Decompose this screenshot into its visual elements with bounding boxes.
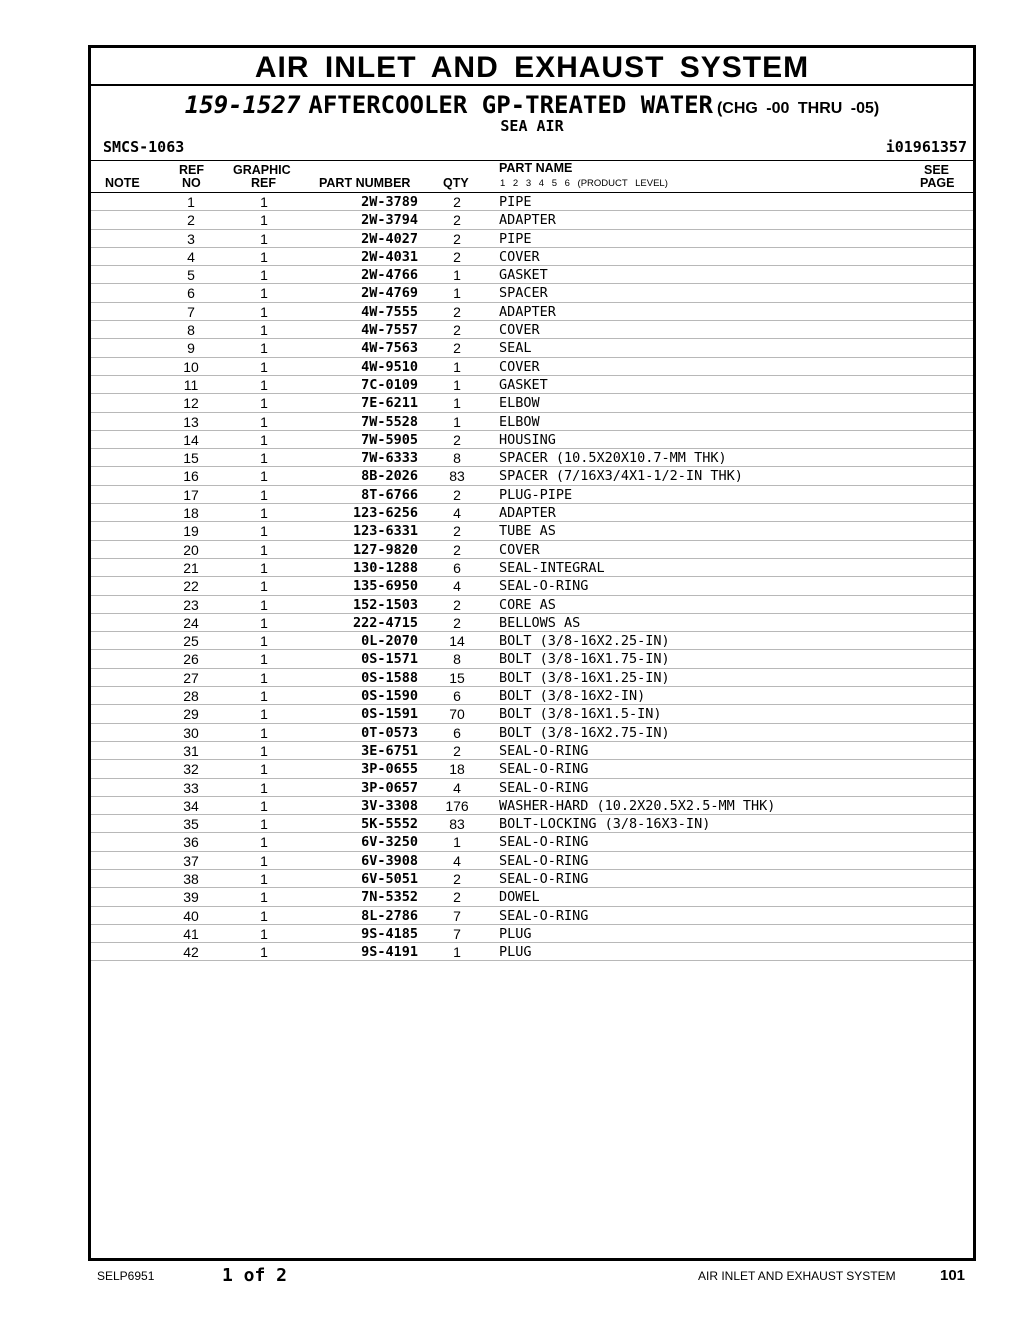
- table-row: [91, 358, 973, 376]
- graphic-ref: 1: [260, 340, 268, 357]
- ref-no: 33: [183, 779, 199, 796]
- part-number: 2W-4766: [361, 267, 418, 284]
- part-number: 7C-0109: [361, 376, 418, 393]
- quantity: 2: [453, 431, 461, 448]
- ref-no: 16: [183, 468, 199, 485]
- quantity: 1: [453, 376, 461, 393]
- table-row: [91, 888, 973, 906]
- part-name: ELBOW: [499, 413, 540, 430]
- part-number: 135-6950: [352, 578, 418, 595]
- part-name: ADAPTER: [499, 212, 556, 229]
- ref-no: 36: [183, 834, 199, 851]
- graphic-ref: 1: [260, 413, 268, 430]
- ref-no: 19: [183, 523, 199, 540]
- part-number: 0S-1591: [361, 706, 418, 723]
- quantity: 1: [453, 413, 461, 430]
- ref-no: 40: [183, 907, 199, 924]
- part-number: 4W-7563: [361, 340, 418, 357]
- ref-no: 2: [187, 212, 195, 229]
- col-graphic-top: GRAPHIC: [233, 163, 291, 177]
- section-title: AIR INLET AND EXHAUST SYSTEM: [91, 48, 973, 86]
- part-number: 0T-0573: [361, 724, 418, 741]
- quantity: 2: [453, 340, 461, 357]
- table-row: [91, 431, 973, 449]
- table-row: [91, 724, 973, 742]
- graphic-ref: 1: [260, 889, 268, 906]
- table-row: [91, 303, 973, 321]
- part-name: ADAPTER: [499, 505, 556, 522]
- part-name: SEAL-INTEGRAL: [499, 559, 605, 576]
- quantity: 4: [453, 578, 461, 595]
- part-name: BOLT (3/8-16X1.75-IN): [499, 651, 670, 668]
- graphic-ref: 1: [260, 870, 268, 887]
- part-name: TUBE AS: [499, 523, 556, 540]
- graphic-ref: 1: [260, 358, 268, 375]
- graphic-ref: 1: [260, 761, 268, 778]
- table-row: [91, 760, 973, 778]
- ref-no: 32: [183, 761, 199, 778]
- table-row: [91, 230, 973, 248]
- part-number: 2W-4769: [361, 285, 418, 302]
- part-number: 6V-3908: [361, 852, 418, 869]
- graphic-ref: 1: [260, 907, 268, 924]
- quantity: 18: [449, 761, 465, 778]
- part-name: SEAL-O-RING: [499, 578, 589, 595]
- quantity: 1: [453, 944, 461, 961]
- table-row: [91, 797, 973, 815]
- part-number: 2W-3789: [361, 194, 418, 210]
- table-row: [91, 467, 973, 485]
- quantity: 2: [453, 248, 461, 265]
- quantity: 2: [453, 486, 461, 503]
- part-name: HOUSING: [499, 431, 556, 448]
- part-name: GASKET: [499, 267, 548, 284]
- table-row: [91, 504, 973, 522]
- part-number: 4W-7555: [361, 303, 418, 320]
- part-number: 6V-3250: [361, 834, 418, 851]
- part-number: 8L-2786: [361, 907, 418, 924]
- ref-no: 18: [183, 505, 199, 522]
- part-number: 3P-0655: [361, 761, 418, 778]
- graphic-ref: 1: [260, 688, 268, 705]
- ref-no: 20: [183, 541, 199, 558]
- col-qty: QTY: [443, 176, 469, 190]
- quantity: 4: [453, 852, 461, 869]
- part-number: 8B-2026: [361, 468, 418, 485]
- part-number: 130-1288: [352, 559, 418, 576]
- part-number: 3V-3308: [361, 797, 418, 814]
- part-name: SPACER (7/16X3/4X1-1/2-IN THK): [499, 468, 743, 485]
- part-number: 2W-4031: [361, 248, 418, 265]
- quantity: 2: [453, 596, 461, 613]
- graphic-ref: 1: [260, 541, 268, 558]
- graphic-ref: 1: [260, 816, 268, 833]
- table-row: [91, 742, 973, 760]
- part-name: SEAL-O-RING: [499, 779, 589, 796]
- ref-no: 17: [183, 486, 199, 503]
- ref-no: 23: [183, 596, 199, 613]
- quantity: 2: [453, 742, 461, 759]
- table-row: [91, 687, 973, 705]
- ref-no: 14: [183, 431, 199, 448]
- quantity: 2: [453, 889, 461, 906]
- col-see-bottom: PAGE: [920, 176, 955, 190]
- part-number: 222-4715: [352, 614, 418, 631]
- ref-no: 6: [187, 285, 195, 302]
- part-name: DOWEL: [499, 889, 540, 906]
- part-name: COVER: [499, 541, 540, 558]
- quantity: 2: [453, 541, 461, 558]
- graphic-ref: 1: [260, 248, 268, 265]
- part-number: 4W-7557: [361, 322, 418, 339]
- quantity: 7: [453, 907, 461, 924]
- quantity: 83: [449, 816, 465, 833]
- quantity: 4: [453, 779, 461, 796]
- graphic-ref: 1: [260, 944, 268, 961]
- ref-no: 5: [187, 267, 195, 284]
- ref-no: 30: [183, 724, 199, 741]
- part-number: 2W-3794: [361, 212, 418, 229]
- table-row: [91, 833, 973, 851]
- part-name: BOLT-LOCKING (3/8-16X3-IN): [499, 816, 711, 833]
- footer-page-number: 101: [940, 1267, 966, 1284]
- part-name: CORE AS: [499, 596, 556, 613]
- quantity: 1: [453, 358, 461, 375]
- quantity: 2: [453, 523, 461, 540]
- part-number: 7W-5528: [361, 413, 418, 430]
- part-number: 7N-5352: [361, 889, 418, 906]
- ref-no: 25: [183, 633, 199, 650]
- footer-section: AIR INLET AND EXHAUST SYSTEM: [698, 1269, 896, 1283]
- graphic-ref: 1: [260, 194, 268, 210]
- table-row: [91, 925, 973, 943]
- part-number: 152-1503: [352, 596, 418, 613]
- table-row: [91, 321, 973, 339]
- table-row: [91, 669, 973, 687]
- table-row: [91, 705, 973, 723]
- part-name: SEAL-O-RING: [499, 907, 589, 924]
- graphic-ref: 1: [260, 450, 268, 467]
- col-graphic-bottom: REF: [251, 176, 276, 190]
- part-number: 7E-6211: [361, 395, 418, 412]
- table-row: [91, 376, 973, 394]
- col-part-name: PART NAME: [499, 161, 573, 175]
- group-title: [91, 86, 973, 119]
- table-row: [91, 413, 973, 431]
- ref-no: 39: [183, 889, 199, 906]
- quantity: 83: [449, 468, 465, 485]
- part-name: PLUG: [499, 944, 532, 961]
- graphic-ref: 1: [260, 267, 268, 284]
- quantity: 2: [453, 194, 461, 210]
- graphic-ref: 1: [260, 742, 268, 759]
- ref-no: 12: [183, 395, 199, 412]
- table-header: [91, 161, 973, 193]
- ref-no: 10: [183, 358, 199, 375]
- part-number: 9S-4185: [361, 925, 418, 942]
- quantity: 6: [453, 688, 461, 705]
- ref-no: 41: [183, 925, 199, 942]
- graphic-ref: 1: [260, 468, 268, 485]
- quantity: 2: [453, 230, 461, 247]
- table-row: [91, 486, 973, 504]
- parts-table-body: [91, 193, 973, 961]
- quantity: 2: [453, 212, 461, 229]
- group-name: AFTERCOOLER GP-TREATED WATER: [308, 91, 713, 119]
- ref-no: 8: [187, 322, 195, 339]
- illustration-id: i01961357: [885, 138, 967, 156]
- quantity: 6: [453, 559, 461, 576]
- part-name: COVER: [499, 322, 540, 339]
- ref-no: 15: [183, 450, 199, 467]
- part-name: BOLT (3/8-16X2.25-IN): [499, 633, 670, 650]
- quantity: 2: [453, 614, 461, 631]
- part-number: 123-6256: [352, 505, 418, 522]
- part-number: 3E-6751: [361, 742, 418, 759]
- quantity: 70: [449, 706, 465, 723]
- quantity: 2: [453, 322, 461, 339]
- part-name: BELLOWS AS: [499, 614, 581, 631]
- parts-list-frame: [88, 45, 976, 1261]
- graphic-ref: 1: [260, 596, 268, 613]
- part-number: 5K-5552: [361, 816, 418, 833]
- graphic-ref: 1: [260, 395, 268, 412]
- part-number: 0S-1571: [361, 651, 418, 668]
- part-name: SPACER: [499, 285, 548, 302]
- table-row: [91, 870, 973, 888]
- ref-no: 37: [183, 852, 199, 869]
- part-name: BOLT (3/8-16X1.25-IN): [499, 669, 670, 686]
- ref-no: 34: [183, 797, 199, 814]
- table-row: [91, 522, 973, 540]
- part-name: SPACER (10.5X20X10.7-MM THK): [499, 450, 727, 467]
- graphic-ref: 1: [260, 431, 268, 448]
- part-number: 2W-4027: [361, 230, 418, 247]
- graphic-ref: 1: [260, 230, 268, 247]
- part-name: PIPE: [499, 230, 532, 247]
- ref-no: 9: [187, 340, 195, 357]
- part-name: COVER: [499, 358, 540, 375]
- change-range: (CHG -00 THRU -05): [716, 100, 880, 117]
- page-footer: [0, 1265, 1020, 1289]
- table-row: [91, 339, 973, 357]
- table-row: [91, 943, 973, 961]
- smcs-row: [91, 136, 973, 161]
- ref-no: 29: [183, 706, 199, 723]
- ref-no: 7: [187, 303, 195, 320]
- footer-doc-id: SELP6951: [97, 1269, 155, 1283]
- table-row: [91, 211, 973, 229]
- ref-no: 27: [183, 669, 199, 686]
- part-number: 127-9820: [352, 541, 418, 558]
- part-number: 9S-4191: [361, 944, 418, 961]
- quantity: 1: [453, 395, 461, 412]
- smcs-code: SMCS-1063: [103, 138, 185, 156]
- col-product-levels: 1 2 3 4 5 6 (PRODUCT LEVEL): [500, 178, 668, 189]
- table-row: [91, 632, 973, 650]
- part-name: SEAL-O-RING: [499, 834, 589, 851]
- part-name: SEAL-O-RING: [499, 761, 589, 778]
- part-name: WASHER-HARD (10.2X20.5X2.5-MM THK): [499, 797, 776, 814]
- graphic-ref: 1: [260, 724, 268, 741]
- ref-no: 3: [187, 230, 195, 247]
- ref-no: 31: [183, 742, 199, 759]
- part-name: BOLT (3/8-16X2-IN): [499, 688, 646, 705]
- graphic-ref: 1: [260, 322, 268, 339]
- table-row: [91, 559, 973, 577]
- part-name: BOLT (3/8-16X2.75-IN): [499, 724, 670, 741]
- part-number: 0S-1590: [361, 688, 418, 705]
- ref-no: 42: [183, 944, 199, 961]
- ref-no: 11: [183, 376, 199, 393]
- col-part-number: PART NUMBER: [319, 176, 411, 190]
- ref-no: 1: [187, 194, 195, 210]
- part-number: 0L-2070: [361, 633, 418, 650]
- quantity: 1: [453, 267, 461, 284]
- graphic-ref: 1: [260, 834, 268, 851]
- graphic-ref: 1: [260, 486, 268, 503]
- graphic-ref: 1: [260, 559, 268, 576]
- graphic-ref: 1: [260, 614, 268, 631]
- part-number: 7W-6333: [361, 450, 418, 467]
- graphic-ref: 1: [260, 303, 268, 320]
- part-number: 123-6331: [352, 523, 418, 540]
- part-name: ELBOW: [499, 395, 540, 412]
- ref-no: 26: [183, 651, 199, 668]
- col-note: NOTE: [105, 176, 140, 190]
- quantity: 176: [445, 797, 469, 814]
- quantity: 2: [453, 870, 461, 887]
- footer-page-of: 1 of 2: [222, 1265, 288, 1286]
- part-name: PLUG: [499, 925, 532, 942]
- quantity: 7: [453, 925, 461, 942]
- table-row: [91, 650, 973, 668]
- part-number: 3P-0657: [361, 779, 418, 796]
- quantity: 1: [453, 834, 461, 851]
- graphic-ref: 1: [260, 523, 268, 540]
- graphic-ref: 1: [260, 651, 268, 668]
- ref-no: 13: [183, 413, 199, 430]
- col-see-top: SEE: [924, 163, 950, 177]
- table-row: [91, 193, 973, 211]
- graphic-ref: 1: [260, 779, 268, 796]
- ref-no: 24: [183, 614, 199, 631]
- quantity: 1: [453, 285, 461, 302]
- quantity: 8: [453, 651, 461, 668]
- ref-no: 38: [183, 870, 199, 887]
- graphic-ref: 1: [260, 285, 268, 302]
- graphic-ref: 1: [260, 852, 268, 869]
- quantity: 14: [449, 633, 465, 650]
- part-number: 8T-6766: [361, 486, 418, 503]
- quantity: 8: [453, 450, 461, 467]
- part-name: SEAL-O-RING: [499, 742, 589, 759]
- col-ref-top: REF: [179, 163, 204, 177]
- graphic-ref: 1: [260, 925, 268, 942]
- ref-no: 22: [183, 578, 199, 595]
- quantity: 6: [453, 724, 461, 741]
- part-name: GASKET: [499, 376, 548, 393]
- table-row: [91, 541, 973, 559]
- table-row: [91, 779, 973, 797]
- part-name: PLUG-PIPE: [499, 486, 573, 503]
- ref-no: 4: [187, 248, 195, 265]
- graphic-ref: 1: [260, 633, 268, 650]
- ref-no: 21: [183, 559, 199, 576]
- part-number: 4W-9510: [361, 358, 418, 375]
- graphic-ref: 1: [260, 706, 268, 723]
- quantity: 2: [453, 303, 461, 320]
- part-name: COVER: [499, 248, 540, 265]
- part-number: 6V-5051: [361, 870, 418, 887]
- ref-no: 28: [183, 688, 199, 705]
- graphic-ref: 1: [260, 578, 268, 595]
- group-number: 159-1527: [184, 91, 301, 119]
- table-row: [91, 266, 973, 284]
- quantity: 4: [453, 505, 461, 522]
- table-row: [91, 394, 973, 412]
- table-row: [91, 577, 973, 595]
- table-row: [91, 449, 973, 467]
- quantity: 15: [449, 669, 465, 686]
- part-number: 7W-5905: [361, 431, 418, 448]
- table-row: [91, 248, 973, 266]
- part-name: PIPE: [499, 194, 532, 210]
- graphic-ref: 1: [260, 505, 268, 522]
- part-number: 0S-1588: [361, 669, 418, 686]
- group-subtitle: SEA AIR: [500, 117, 564, 135]
- graphic-ref: 1: [260, 376, 268, 393]
- table-row: [91, 815, 973, 833]
- part-name: SEAL: [499, 340, 532, 357]
- part-name: SEAL-O-RING: [499, 870, 589, 887]
- table-row: [91, 284, 973, 302]
- table-row: [91, 852, 973, 870]
- part-name: ADAPTER: [499, 303, 556, 320]
- table-row: [91, 596, 973, 614]
- table-row: [91, 614, 973, 632]
- ref-no: 35: [183, 816, 199, 833]
- col-ref-bottom: NO: [182, 176, 201, 190]
- graphic-ref: 1: [260, 797, 268, 814]
- part-name: BOLT (3/8-16X1.5-IN): [499, 706, 662, 723]
- graphic-ref: 1: [260, 212, 268, 229]
- graphic-ref: 1: [260, 669, 268, 686]
- part-name: SEAL-O-RING: [499, 852, 589, 869]
- table-row: [91, 907, 973, 925]
